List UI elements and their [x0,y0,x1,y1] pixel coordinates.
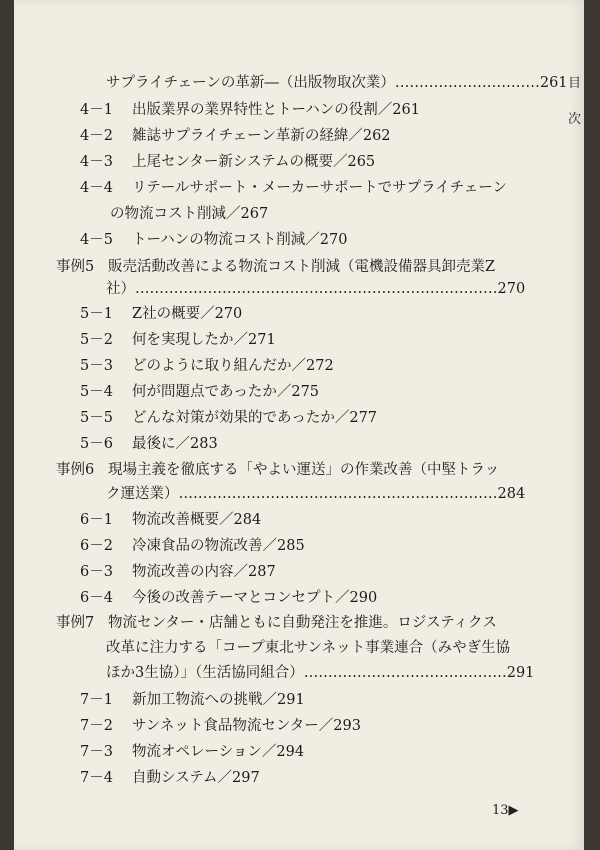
book-page [14,0,584,850]
toc-entry-continuation [106,280,525,298]
toc-text: 今後の改善テーマとコンセプト／290 [132,590,378,606]
toc-entry [80,383,319,401]
toc-number: 6－2 [80,538,113,554]
toc-entry [80,331,276,349]
toc-number: 4－2 [80,128,113,144]
side-label-ji: 次 [568,112,582,127]
toc-number: 5－3 [80,358,113,374]
toc-entry [80,179,507,197]
toc-entry [80,769,260,787]
toc-text: 物流改善の内容／287 [132,564,276,580]
toc-number: 6－1 [80,512,113,528]
toc-number: 7－2 [80,718,113,734]
toc-entry [80,537,305,555]
toc-entry [80,409,377,427]
toc-entry [80,127,391,145]
toc-text: 自動システム／297 [132,770,260,786]
toc-entry [80,691,305,709]
toc-entry-continuation [106,485,525,503]
toc-number: 4－3 [80,154,113,170]
toc-entry [80,511,261,529]
toc-text: 上尾センター新システムの概要／265 [132,154,376,170]
toc-number: 6－3 [80,564,113,580]
toc-text: 物流改善概要／284 [132,512,262,528]
toc-text: Z社の概要／270 [132,306,243,322]
toc-text: どのように取り組んだか／272 [132,358,334,374]
toc-entry [80,717,361,735]
toc-entry [80,743,304,761]
toc-text: トーハンの物流コスト削減／270 [132,232,348,248]
toc-case [56,461,499,479]
toc-number: 4－1 [80,102,113,118]
toc-text: 改革に注力する「コープ東北サンネット事業連合（みやぎ生協 [106,640,511,656]
toc-entry [80,563,276,581]
toc-entry [80,101,420,119]
toc-number: 7－1 [80,692,113,708]
toc-number: 5－4 [80,384,113,400]
toc-number: 5－1 [80,306,113,322]
toc-number: 事例6 [56,462,95,478]
toc-number: 5－2 [80,332,113,348]
toc-number: 5－5 [80,410,113,426]
toc-number: 4－4 [80,180,113,196]
toc-entry [80,589,377,607]
toc-entry-continuation [106,664,534,682]
toc-case [56,614,497,632]
toc-text: ほか3生協）」（生活協同組合）……………………………………291 [106,665,535,681]
toc-text: サンネット食品物流センター／293 [132,718,361,734]
toc-text: 最後に／283 [132,436,218,452]
toc-text: 何が問題点であったか／275 [132,384,320,400]
toc-number: 5－6 [80,436,113,452]
toc-text: の物流コスト削減／267 [110,206,269,222]
toc-entry [80,305,242,323]
toc-text: 販売活動改善による物流コスト削減（電機設備器具卸売業Z [108,259,496,275]
toc-number: 事例5 [56,259,95,275]
toc-text: 社）…………………………………………………………………270 [106,281,526,297]
side-label-moku: 目 [568,76,582,91]
toc-text: 雑誌サプライチェーン革新の経緯／262 [132,128,391,144]
toc-text: 冷凍食品の物流改善／285 [132,538,305,554]
page-number: 13▶ [492,803,519,818]
toc-case [56,258,495,276]
toc-number: 7－4 [80,770,113,786]
toc-text: リテールサポート・メーカーサポートでサプライチェーン [132,180,507,196]
toc-text: 新加工物流への挑戦／291 [132,692,305,708]
toc-entry [80,357,334,375]
toc-number: 7－3 [80,744,113,760]
toc-text: 現場主義を徹底する「やよい運送」の作業改善（中堅トラッ [108,462,500,478]
toc-text: 何を実現したか／271 [132,332,276,348]
toc-entry [80,153,375,171]
toc-number: 4－5 [80,232,113,248]
toc-text: 物流オペレーション／294 [132,744,305,760]
toc-text: ク運送業）…………………………………………………………284 [106,486,526,502]
toc-text: 物流センター・店舗ともに自動発注を推進。ロジスティクス [108,615,497,631]
toc-entry [80,435,218,453]
toc-text: 出版業界の業界特性とトーハンの役割／261 [132,102,420,118]
toc-entry-continuation [106,639,510,657]
toc-entry-continuation [110,205,268,223]
toc-entry [80,231,347,249]
toc-text: サプライチェーンの革新―（出版物取次業）…………………………261 [106,75,568,91]
toc-entry [106,74,568,92]
toc-text: どんな対策が効果的であったか／277 [132,410,378,426]
toc-number: 6－4 [80,590,113,606]
toc-number: 事例7 [56,615,95,631]
